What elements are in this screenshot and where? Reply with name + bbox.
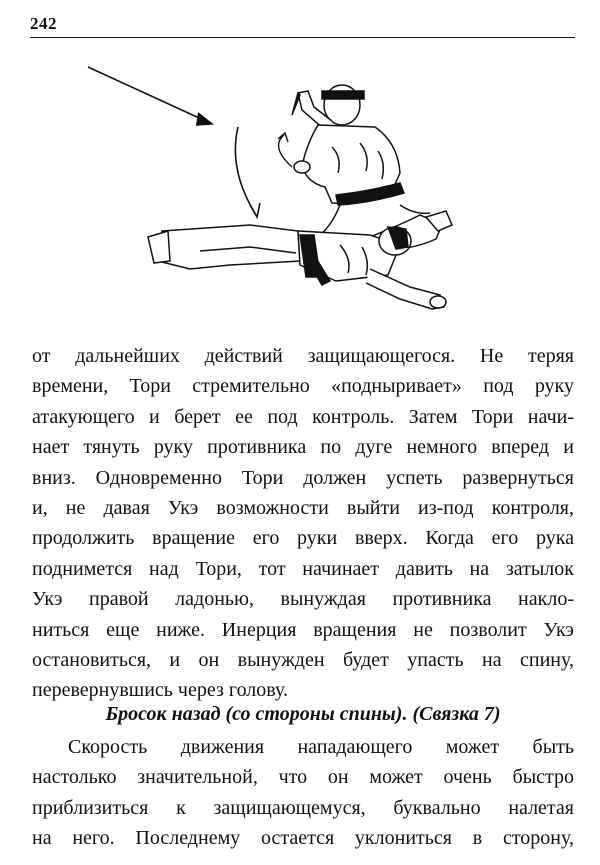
text-line: ниться еще ниже. Инерция вращения не позволит Укэ bbox=[32, 618, 574, 641]
text-line: на него. Последнему остается уклониться в сторону, bbox=[32, 827, 574, 850]
section-heading: Бросок назад (со стороны спины). (Связка 7) bbox=[105, 703, 501, 725]
text-line: времени, Тори стремительно «подныривает» под руку bbox=[32, 375, 574, 398]
motion-arrow-diagonal bbox=[88, 67, 212, 125]
text-line: продолжить вращение его руки вверх. Когда его рука bbox=[32, 527, 574, 550]
header-rule bbox=[30, 37, 575, 38]
paragraph-2 bbox=[32, 732, 574, 854]
text-line: и, не давая Укэ возможности выйти из-под контроля, bbox=[32, 497, 574, 520]
tori-figure bbox=[292, 85, 452, 251]
text-line: настолько значительной, что он может очень быстро bbox=[32, 766, 574, 789]
text-line: приблизиться к защищающемуся, буквально налетая bbox=[32, 796, 574, 819]
text-line: атакующего и берет ее под контроль. Затем Тори начи- bbox=[32, 405, 574, 428]
text-line: нает тянуть руку противника по дуге немного вперед и bbox=[32, 436, 574, 459]
uke-figure bbox=[148, 225, 446, 309]
motion-arrow-curved bbox=[235, 127, 260, 217]
throw-illustration bbox=[70, 55, 530, 325]
text-line: поднимется над Тори, тот начинает давить на затылок bbox=[32, 557, 574, 580]
text-line: перевернувшись через голову. bbox=[32, 679, 289, 702]
text-line: от дальнейших действий защищающегося. Не теряя bbox=[32, 345, 574, 367]
text-line: остановиться, и он вынужден будет упасть на спину, bbox=[32, 649, 574, 672]
page-number: 242 bbox=[30, 14, 57, 33]
paragraph-1 bbox=[32, 341, 574, 706]
text-line: Укэ правой ладонью, вынуждая противника накло- bbox=[32, 588, 574, 611]
text-line: вниз. Одновременно Тори должен успеть развернуться bbox=[32, 466, 574, 489]
text-line: Скорость движения нападающего может быть bbox=[68, 736, 574, 758]
rotation-arrow bbox=[278, 133, 292, 167]
